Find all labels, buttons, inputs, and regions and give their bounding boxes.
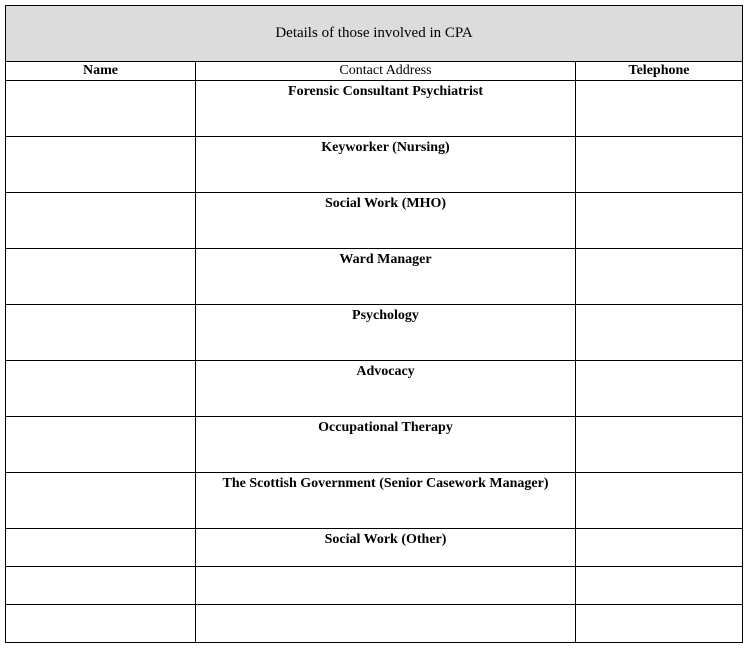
contact-address-cell[interactable] [196, 137, 576, 193]
name-cell[interactable] [6, 137, 196, 193]
telephone-cell[interactable] [576, 193, 743, 249]
telephone-cell[interactable] [576, 361, 743, 417]
role-label: Social Work (Other) [324, 532, 447, 547]
telephone-cell[interactable] [576, 137, 743, 193]
name-cell[interactable] [6, 605, 196, 643]
contact-address-cell[interactable] [196, 605, 576, 643]
role-label: Keyworker (Nursing) [321, 140, 450, 155]
table-row [6, 529, 743, 567]
header-row [6, 62, 743, 81]
column-header-telephone: Telephone [576, 62, 743, 81]
role-label: Psychology [352, 308, 419, 323]
table-row [6, 361, 743, 417]
table-row [6, 249, 743, 305]
name-cell[interactable] [6, 417, 196, 473]
role-label: Forensic Consultant Psychiatrist [288, 84, 483, 99]
contact-address-cell[interactable] [196, 305, 576, 361]
telephone-cell[interactable] [576, 605, 743, 643]
cpa-details-table [5, 5, 743, 643]
table-row [6, 605, 743, 643]
telephone-cell[interactable] [576, 567, 743, 605]
telephone-cell[interactable] [576, 529, 743, 567]
name-cell[interactable] [6, 473, 196, 529]
role-label: Occupational Therapy [318, 420, 453, 435]
name-cell[interactable] [6, 193, 196, 249]
column-header-name: Name [6, 62, 196, 81]
role-label: Ward Manager [339, 252, 432, 267]
contact-address-cell[interactable] [196, 249, 576, 305]
telephone-cell[interactable] [576, 249, 743, 305]
contact-address-cell[interactable] [196, 361, 576, 417]
contact-address-cell[interactable] [196, 473, 576, 529]
role-label: Social Work (MHO) [324, 196, 447, 211]
contact-address-cell[interactable] [196, 81, 576, 137]
role-label: Advocacy [356, 364, 415, 379]
title-row [6, 6, 743, 62]
telephone-cell[interactable] [576, 473, 743, 529]
telephone-cell[interactable] [576, 305, 743, 361]
name-cell[interactable] [6, 567, 196, 605]
table-row [6, 305, 743, 361]
table-row [6, 567, 743, 605]
name-cell[interactable] [6, 249, 196, 305]
contact-address-cell[interactable] [196, 567, 576, 605]
column-header-contact-address: Contact Address [196, 62, 576, 81]
table-row [6, 417, 743, 473]
contact-address-cell[interactable] [196, 529, 576, 567]
table-title: Details of those involved in CPA [6, 6, 743, 62]
name-cell[interactable] [6, 81, 196, 137]
table-row [6, 193, 743, 249]
table-row [6, 81, 743, 137]
name-cell[interactable] [6, 305, 196, 361]
role-label: The Scottish Government (Senior Casework Manager) [222, 476, 549, 491]
table-row [6, 473, 743, 529]
table-row [6, 137, 743, 193]
name-cell[interactable] [6, 529, 196, 567]
contact-address-cell[interactable] [196, 193, 576, 249]
name-cell[interactable] [6, 361, 196, 417]
telephone-cell[interactable] [576, 81, 743, 137]
contact-address-cell[interactable] [196, 417, 576, 473]
telephone-cell[interactable] [576, 417, 743, 473]
